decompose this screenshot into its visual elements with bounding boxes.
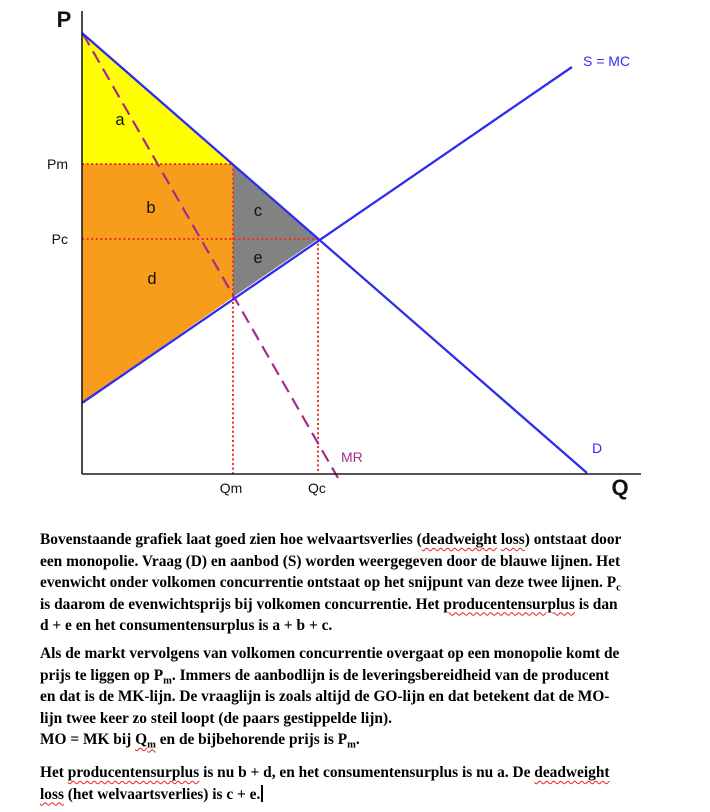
spellcheck-flagged-text: loss [500,531,525,548]
area-d-label: d [147,270,157,288]
text-segment: Bovenstaande grafiek laat goed zien hoe welvaartsverlies ( [40,531,422,548]
text-line [40,615,621,637]
text-segment: een monopolie. Vraag (D) en aanbod (S) worden weergegeven door de blauwe lijnen. Het [40,552,621,570]
area-b-polygon [82,164,233,239]
text-segment: is daarom de evenwichtsprijs bij volkomen concurrentie. Het [40,595,444,613]
text-segment: Het [40,764,68,781]
pm-tick-label: Pm [47,156,68,172]
y-axis-label: P [56,7,72,32]
x-axis-label: Q [611,475,629,500]
text-segment: is dan [574,595,618,613]
text-segment: (het welvaartsverlies) is c + e. [63,785,261,803]
text-line [40,708,619,730]
paragraph-mo-mk [40,729,360,751]
text-segment: en dat is de MK-lijn. De vraaglijn is zoals altijd de GO-lijn en dat betekent dat de MO- [40,688,610,705]
text-segment: MO = MK bij [40,731,136,748]
text-line [40,529,621,551]
spellcheck-flagged-text: Q [135,731,148,748]
text-cursor [261,785,262,802]
text-line [40,784,610,806]
text-segment: . [355,731,360,748]
paragraph-welvaartsverlies [40,529,621,637]
spellcheck-flagged-text: producentensurplus [443,595,575,613]
text-segment: Als de markt vervolgens van volkomen concurrentie overgaat op een monopolie komt de [40,645,620,662]
area-d-polygon [82,239,233,403]
text-line [40,729,360,751]
text-segment: en de bijbehorende prijs is P [155,731,348,748]
spellcheck-flagged-text: deadweight [534,764,610,781]
text-line [40,762,610,784]
area-e-label: e [253,249,263,267]
supply-curve-label: S = MC [583,53,631,69]
text-segment: m [347,739,356,751]
text-line [40,551,621,573]
paragraph-surplus-conclusie [40,762,610,805]
text-line [40,594,621,616]
text-line [40,643,619,665]
paragraph-monopolie [40,643,619,729]
text-segment: lijn twee keer zo steil loopt (de paars gestippelde lijn). [40,709,392,727]
text-line [40,572,621,594]
text-segment: . Immers de aanbodlijn is de leveringsbereidheid van de producent [171,666,610,684]
qm-tick-label: Qm [219,480,243,496]
area-c-label: c [253,202,263,220]
text-segment: d + e en het consumentensurplus is a + b + c. [40,617,333,634]
spellcheck-flagged-text: deadweight [421,531,497,548]
text-segment: c [616,582,621,594]
text-line [40,665,619,687]
area-e-polygon [233,239,318,297]
text-segment: ) ontstaat door [524,531,622,548]
spellcheck-flagged-text: m [147,739,156,751]
text-segment: is nu b + d, en het consumentensurplus is nu a. De [199,764,535,781]
text-segment: evenwicht onder volkomen concurrentie ontstaat op het snijpunt van deze twee lijnen. P [40,574,617,591]
area-a-label: a [115,111,125,129]
mr-curve-label: MR [341,449,363,465]
text-line [40,686,619,708]
qc-tick-label: Qc [308,480,326,496]
area-b-label: b [146,199,156,217]
demand-curve-label: D [592,440,603,456]
text-segment: prijs te liggen op P [40,666,164,684]
text-segment: m [163,675,172,686]
pc-tick-label: Pc [51,231,68,247]
spellcheck-flagged-text: producentensurplus [67,764,200,781]
spellcheck-flagged-text: loss [40,785,64,803]
